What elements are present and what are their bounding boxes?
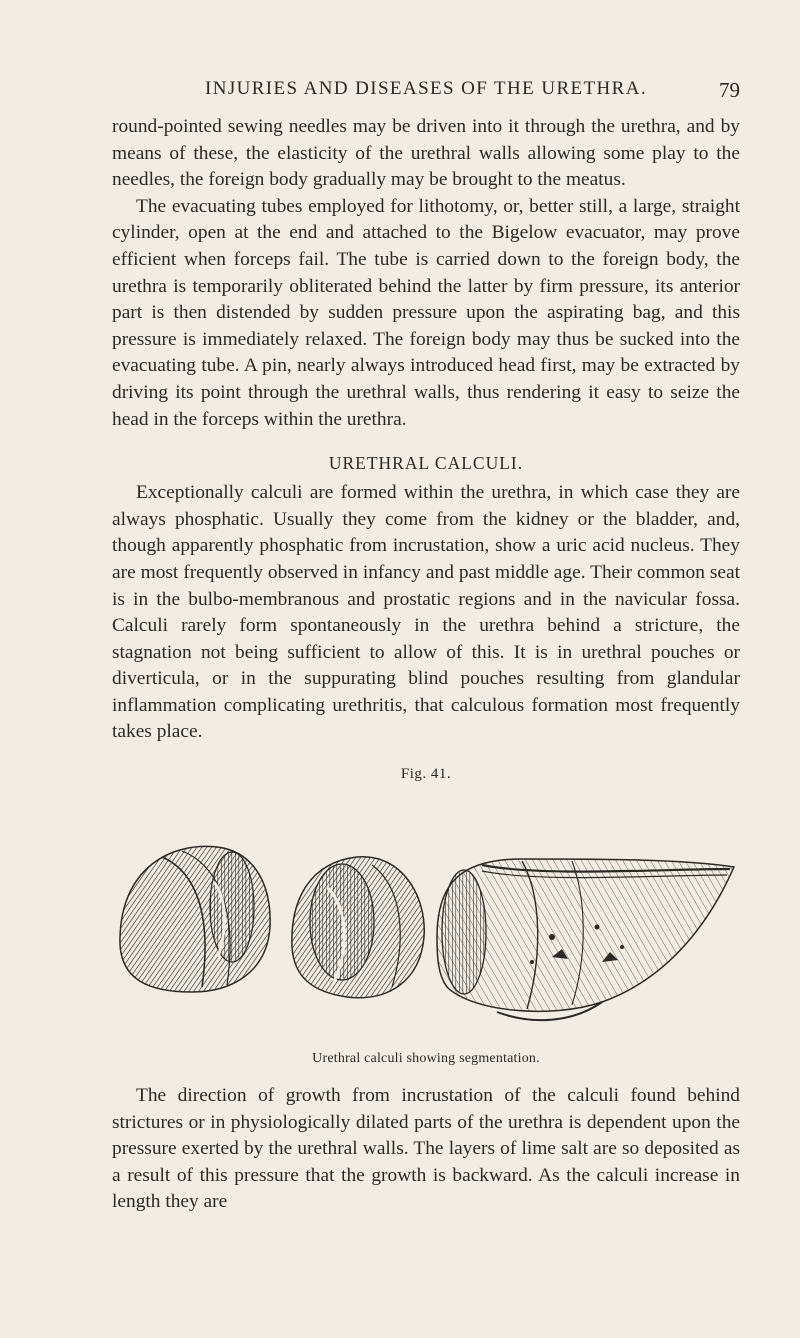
paragraph-needles: round-pointed sewing needles may be driven into it through the urethra, and by means of these, the elasticity of the urethral walls allowing some play to the needles, the foreign body gradually may be brought to the meatus.	[112, 116, 740, 191]
calculi-engraving	[102, 787, 742, 1047]
section-heading: URETHRAL CALCULI.	[328, 453, 524, 474]
figure-illustration	[102, 787, 742, 1047]
figure-label: Fig. 41.	[400, 766, 452, 783]
calculus-right	[437, 859, 734, 1020]
calculus-left	[120, 846, 270, 992]
calculus-middle	[292, 857, 424, 998]
running-title: INJURIES AND DISEASES OF THE URETHRA.	[204, 78, 648, 99]
paragraph-evacuating-tubes: The evacuating tubes employed for lithotomy, or, better still, a large, straight cylinder, open at the end and attached to the Bigelow evacuator, may prove efficient when forceps fail. The tube is carried down to the foreign body, the urethra is temporarily obliterated behind the latter by firm pressure, its anterior part is then distended by sudden pressure upon the aspirating bag, and this pressure is immediately relaxed. The foreign body may thus be sucked into the evacuating tube. A pin, nearly always introduced head first, may be extracted by driving its point through the urethral walls, thus rendering it easy to seize the head in the forceps within the urethra.	[112, 195, 740, 430]
running-header	[112, 78, 740, 114]
paragraph-calculi-formation: Exceptionally calculi are formed within the urethra, in which case they are always phosphatic. Usually they come from the kidney or the bladder, and, though apparently phosphatic from incrustation, show a uric acid nucleus. They are most frequently observed in infancy and past middle age. Their common seat is in the bulbo-membranous and prostatic regions and in the navicular fossa. Calculi rarely form spontaneously in the urethra behind a stricture, the stagnation not being sufficient to allow of this. It is in urethral pouches or diverticula, or in the suppurating blind pouches resulting from glandular inflammation complicating urethritis, that calculous formation most frequently takes place.	[112, 482, 740, 743]
paragraph-growth-direction: The direction of growth from incrustation of the calculi found behind strictures or in physiologically dilated parts of the urethra is dependent upon the pressure exerted by the urethral walls. The layers of lime salt are so deposited as a result of this pressure that the growth is backward. As the calculi increase in length they are	[112, 1085, 740, 1213]
page-number: 79	[719, 78, 740, 102]
figure-caption: Urethral calculi showing segmentation.	[312, 1051, 540, 1067]
